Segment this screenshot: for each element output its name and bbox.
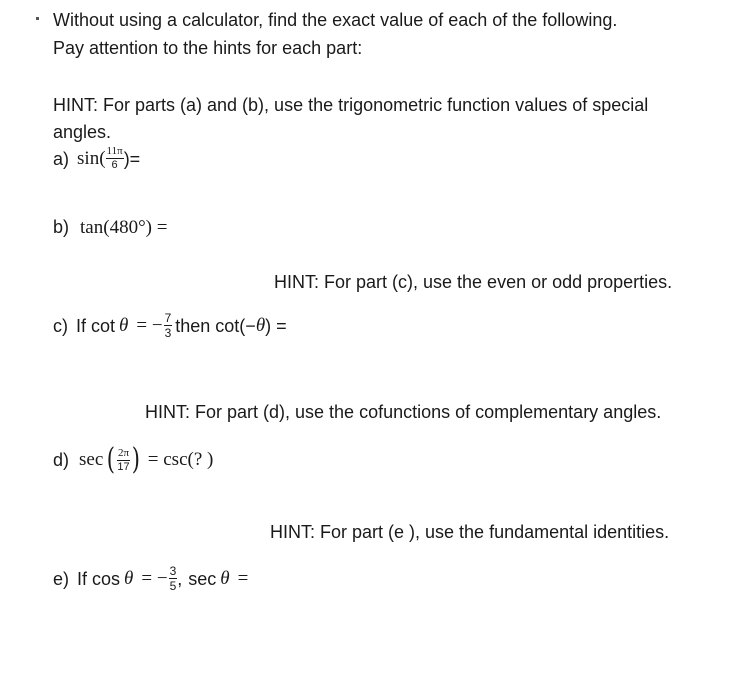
- part-a-fraction: [106, 146, 124, 171]
- bullet-mark: [36, 17, 39, 20]
- part-d-label: d): [53, 450, 70, 470]
- part-d-func: sec: [79, 449, 104, 470]
- part-b-expression: tan(480°) =: [80, 217, 168, 238]
- part-c: [53, 312, 407, 339]
- part-d-numerator: 2π: [118, 446, 130, 459]
- part-c-lhs: cot: [91, 315, 116, 336]
- part-a: [53, 146, 266, 171]
- part-e-denominator: 5: [169, 579, 177, 593]
- part-d-close-paren: ): [131, 442, 141, 477]
- part-e-if: If: [77, 568, 88, 589]
- hint-ab-line-2: angles.: [53, 122, 112, 142]
- hint-d: HINT: For part (d), use the cofunctions of complementary angles.: [145, 402, 662, 422]
- part-c-theta: θ: [119, 314, 129, 336]
- part-d-fraction: [117, 448, 130, 473]
- part-e-equals-minus: = −: [141, 567, 168, 589]
- part-e-fraction: [169, 565, 178, 592]
- part-e-label: e): [53, 568, 70, 589]
- hint-c: HINT: For part (c), use the even or odd properties.: [274, 272, 673, 292]
- part-d-rhs: = csc(? ): [147, 449, 214, 470]
- instructions-line-1: Without using a calculator, find the exact value of each of the following.: [53, 10, 618, 30]
- part-a-close: )=: [123, 148, 141, 169]
- part-c-rhs: cot(−: [215, 315, 256, 336]
- part-e-lhs: cos: [92, 568, 121, 589]
- part-b: [53, 215, 292, 240]
- part-e-comma: ,: [177, 568, 183, 589]
- part-c-label: c): [53, 315, 68, 336]
- hint-ab-line-1: HINT: For parts (a) and (b), use the trigonometric function values of special: [53, 95, 649, 115]
- part-d-open-paren: (: [107, 442, 116, 477]
- part-c-then: then: [175, 315, 211, 336]
- part-c-denominator: 3: [164, 326, 172, 340]
- part-b-label: b): [53, 217, 70, 237]
- part-a-func: sin: [77, 147, 100, 169]
- part-a-denominator: 6: [111, 159, 118, 171]
- part-e-numerator: 3: [169, 564, 177, 578]
- part-e-theta: θ: [124, 567, 134, 589]
- hint-e: HINT: For part (e ), use the fundamental identities.: [270, 522, 670, 542]
- part-c-if: If: [76, 315, 87, 336]
- instructions-line-2: Pay attention to the hints for each part:: [53, 38, 363, 58]
- part-c-numerator: 7: [164, 311, 172, 325]
- part-a-numerator: 11π: [106, 145, 123, 157]
- part-c-rhs-end: ) =: [265, 315, 287, 336]
- part-a-label: a): [53, 148, 70, 169]
- part-e-sec-equals: =: [237, 567, 249, 589]
- part-a-open-paren: (: [99, 147, 106, 169]
- part-d-denominator: 17: [117, 460, 130, 473]
- part-e: [53, 565, 368, 592]
- part-c-rhs-theta: θ: [255, 314, 266, 336]
- part-e-sec: sec: [188, 568, 217, 589]
- part-d: [53, 440, 333, 480]
- part-c-equals-minus: = −: [136, 314, 163, 336]
- part-c-fraction: [164, 312, 173, 339]
- part-e-sec-theta: θ: [220, 567, 230, 589]
